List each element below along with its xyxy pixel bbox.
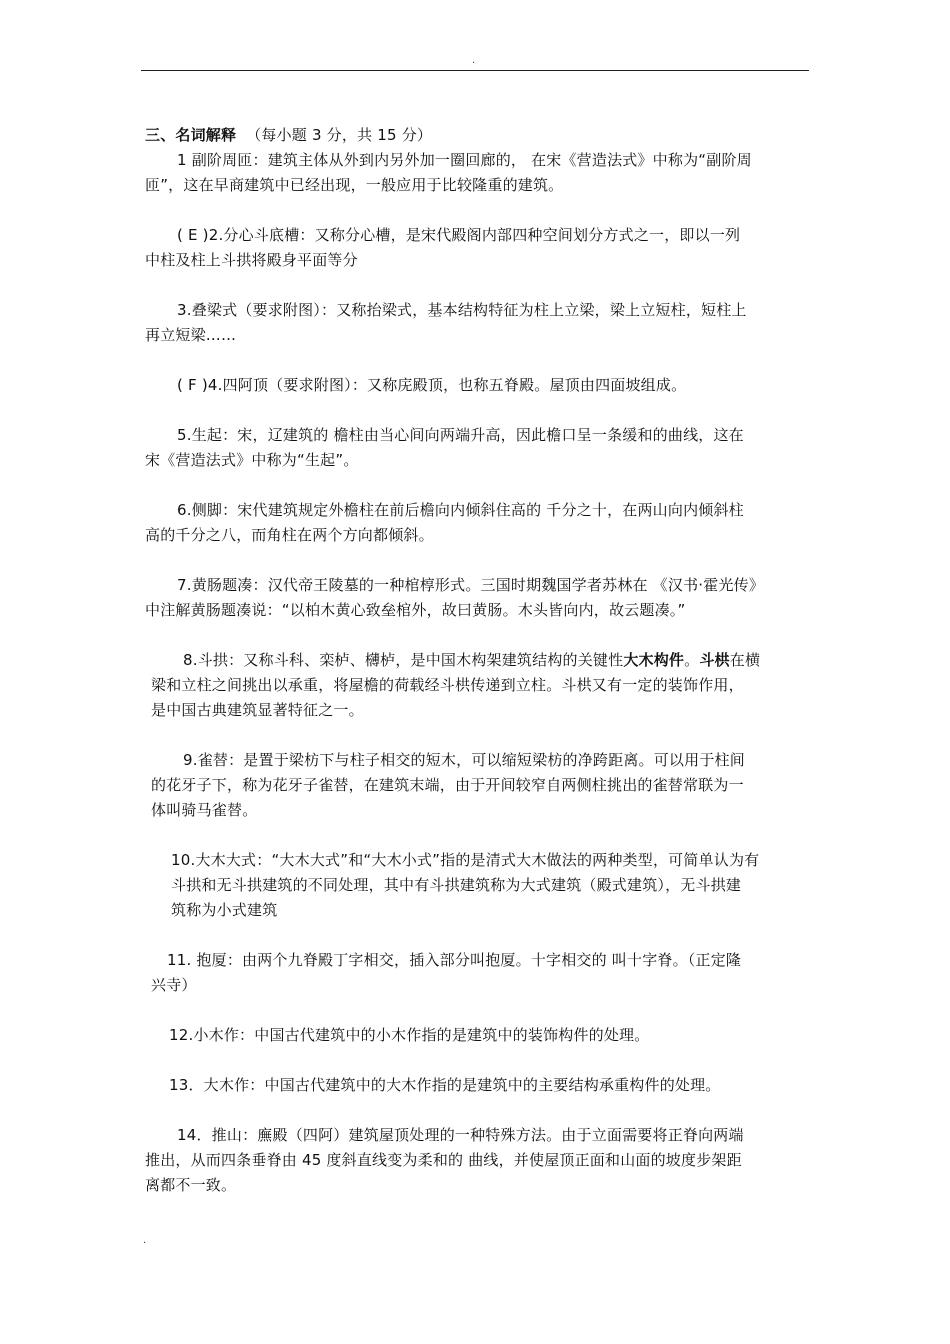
entry-line: 推出，从而四条垂脊由 45 度斜直线变为柔和的 曲线，并使屋顶正面和山面的坡度步架距 (145, 1151, 742, 1169)
entry-line: 兴寺） (151, 976, 197, 994)
entry-line: 匝”，这在早商建筑中已经出现，一般应用于比较隆重的建筑。 (145, 176, 564, 194)
footer-dot: . (143, 1235, 147, 1246)
document-body (145, 123, 815, 1223)
entry-line: 11. 抱厦：由两个九脊殿丁字相交，插入部分叫抱厦。十字相交的 叫十字脊。（正定隆 (167, 951, 742, 969)
header-rule (141, 70, 809, 71)
term-entry-2 (145, 223, 815, 273)
section-title (145, 123, 815, 148)
entry-line: 高的千分之八，而角柱在两个方向都倾斜。 (145, 526, 434, 544)
entry-line (151, 648, 815, 673)
entry-line: 10.大木大式：“大木大式”和“大木小式”指的是清式大木做法的两种类型，可简单认为有 (171, 851, 760, 869)
term-entry-4 (145, 373, 815, 398)
term-entry-3 (145, 298, 815, 348)
entry-emphasis: 斗栱 (699, 651, 730, 669)
entry-text: 。 (684, 651, 700, 669)
term-entry-13 (145, 1073, 815, 1098)
entry-line: 宋《营造法式》中称为“生起”。 (145, 451, 359, 469)
entry-line: 离都不一致。 (145, 1176, 237, 1194)
entry-line: 筑称为小式建筑 (171, 901, 278, 919)
section-scoring-note: （每小题 3 分，共 15 分） (246, 126, 433, 144)
entry-text: 8.斗拱：又称斗科、栾栌、欂栌，是中国木构架建筑结构的关键性 (183, 651, 624, 669)
entry-line: 中柱及柱上斗拱将殿身平面等分 (145, 251, 358, 269)
term-entry-14 (145, 1123, 815, 1198)
entry-line: ( E )2.分心斗底槽：又称分心槽，是宋代殿阁内部四种空间划分方式之一，即以一列 (177, 226, 741, 244)
entry-line: ( F )4.四阿顶（要求附图）：又称庑殿顶，也称五脊殿。屋顶由四面坡组成。 (177, 376, 687, 394)
entry-line: 6.侧脚：宋代建筑规定外檐柱在前后檐向内倾斜住高的 千分之十，在两山向内倾斜柱 (177, 501, 744, 519)
term-entry-8 (145, 648, 815, 723)
term-entry-7 (145, 573, 815, 623)
term-entry-12 (145, 1023, 815, 1048)
entry-line: 14．推山：廡殿（四阿）建筑屋顶处理的一种特殊方法。由于立面需要将正脊向两端 (177, 1126, 744, 1144)
term-entry-11 (145, 948, 815, 998)
term-entry-9 (145, 748, 815, 823)
entry-line: 是中国古典建筑显著特征之一。 (151, 701, 364, 719)
section-heading: 三、名词解释 (145, 126, 237, 144)
term-entry-6 (145, 498, 815, 548)
entry-line: 3.叠梁式（要求附图）：又称抬梁式，基本结构特征为柱上立梁，梁上立短柱，短柱上 (177, 301, 747, 319)
term-entry-10 (145, 848, 815, 923)
entry-line: 7.黄肠题凑：汉代帝王陵墓的一种棺椁形式。三国时期魏国学者苏林在 《汉书·霍光传》 (177, 576, 765, 594)
entry-line: 梁和立柱之间挑出以承重，将屋檐的荷载经斗栱传递到立柱。斗栱又有一定的装饰作用， (151, 676, 744, 694)
entry-line: 体叫骑马雀替。 (151, 801, 258, 819)
entry-line: 中注解黄肠题凑说：“以柏木黄心致垒棺外，故曰黄肠。木头皆向内，故云题凑。” (145, 601, 686, 619)
entry-line: 再立短梁…… (145, 326, 237, 344)
entry-emphasis: 大木构件 (623, 651, 685, 669)
entry-line: 13．大木作：中国古代建筑中的大木作指的是建筑中的主要结构承重构件的处理。 (169, 1076, 721, 1094)
entry-line: 的花牙子下，称为花牙子雀替，在建筑末端，由于开间较窄自两侧柱挑出的雀替常联为一 (151, 776, 744, 794)
entry-text: 在横 (729, 651, 761, 669)
term-entry-5 (145, 423, 815, 473)
header-dot: . (472, 55, 476, 66)
entry-line: 12.小木作：中国古代建筑中的小木作指的是建筑中的装饰构件的处理。 (169, 1026, 650, 1044)
entry-line: 1 副阶周匝：建筑主体从外到内另外加一圈回廊的， 在宋《营造法式》中称为“副阶周 (177, 151, 752, 169)
term-entry-1 (145, 148, 815, 198)
entry-line: 斗拱和无斗拱建筑的不同处理，其中有斗拱建筑称为大式建筑（殿式建筑），无斗拱建 (171, 876, 742, 894)
entry-line: 5.生起：宋，辽建筑的 檐柱由当心间向两端升高，因此檐口呈一条缓和的曲线，这在 (177, 426, 744, 444)
entry-line: 9.雀替：是置于梁枋下与柱子相交的短木，可以缩短梁枋的净跨距离。可以用于柱间 (183, 751, 745, 769)
